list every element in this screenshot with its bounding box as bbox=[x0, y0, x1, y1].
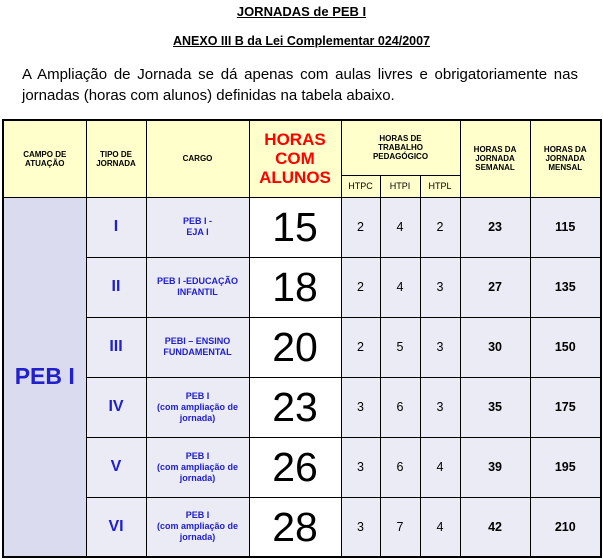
htpi-cell: 6 bbox=[380, 377, 420, 437]
header-horas-com-alunos: HORAS COM ALUNOS bbox=[249, 120, 341, 197]
horas-com-alunos-cell: 15 bbox=[249, 197, 341, 257]
header-htpi: HTPI bbox=[380, 175, 420, 197]
horas-com-alunos-cell: 20 bbox=[249, 317, 341, 377]
cargo-cell: PEB I (com ampliação de jornada) bbox=[146, 437, 249, 497]
semanal-cell: 23 bbox=[460, 197, 530, 257]
htpc-cell: 3 bbox=[341, 437, 380, 497]
htpl-cell: 4 bbox=[420, 497, 460, 557]
table-header bbox=[3, 120, 601, 197]
semanal-cell: 27 bbox=[460, 257, 530, 317]
htpi-cell: 6 bbox=[380, 437, 420, 497]
htpi-cell: 7 bbox=[380, 497, 420, 557]
mensal-cell: 115 bbox=[530, 197, 601, 257]
cargo-cell: PEB I - EJA I bbox=[146, 197, 249, 257]
htpl-cell: 4 bbox=[420, 437, 460, 497]
htpl-cell: 3 bbox=[420, 317, 460, 377]
table-body bbox=[3, 197, 601, 557]
cargo-cell: PEB I (com ampliação de jornada) bbox=[146, 377, 249, 437]
header-campo: CAMPO DE ATUAÇÃO bbox=[3, 120, 86, 197]
table-row bbox=[3, 317, 601, 377]
tipo-cell: III bbox=[86, 317, 146, 377]
htpc-cell: 2 bbox=[341, 257, 380, 317]
header-mensal: HORAS DA JORNADA MENSAL bbox=[530, 120, 601, 197]
intro-paragraph: A Ampliação de Jornada se dá apenas com aulas livres e obrigatoriamente nas jornadas (horas com alunos) definidas na tabela abaixo. bbox=[22, 66, 578, 104]
cargo-cell: PEBI – ENSINO FUNDAMENTAL bbox=[146, 317, 249, 377]
table-row bbox=[3, 257, 601, 317]
htpl-cell: 2 bbox=[420, 197, 460, 257]
table-row bbox=[3, 437, 601, 497]
table-row bbox=[3, 377, 601, 437]
mensal-cell: 175 bbox=[530, 377, 601, 437]
table-row bbox=[3, 497, 601, 557]
header-semanal: HORAS DA JORNADA SEMANAL bbox=[460, 120, 530, 197]
tipo-cell: II bbox=[86, 257, 146, 317]
semanal-cell: 39 bbox=[460, 437, 530, 497]
htpi-cell: 4 bbox=[380, 197, 420, 257]
horas-com-alunos-cell: 26 bbox=[249, 437, 341, 497]
header-htpc: HTPC bbox=[341, 175, 380, 197]
jornadas-table bbox=[2, 119, 602, 558]
horas-com-alunos-cell: 28 bbox=[249, 497, 341, 557]
tipo-cell: I bbox=[86, 197, 146, 257]
page-subtitle: ANEXO III B da Lei Complementar 024/2007 bbox=[172, 34, 431, 48]
header-htpl: HTPL bbox=[420, 175, 460, 197]
htpl-cell: 3 bbox=[420, 377, 460, 437]
tipo-cell: V bbox=[86, 437, 146, 497]
htpc-cell: 3 bbox=[341, 497, 380, 557]
mensal-cell: 210 bbox=[530, 497, 601, 557]
mensal-cell: 195 bbox=[530, 437, 601, 497]
horas-com-alunos-cell: 23 bbox=[249, 377, 341, 437]
header-tipo: TIPO DE JORNADA bbox=[86, 120, 146, 197]
semanal-cell: 35 bbox=[460, 377, 530, 437]
htpc-cell: 3 bbox=[341, 377, 380, 437]
htpi-cell: 5 bbox=[380, 317, 420, 377]
campo-atuacao-cell: PEB I bbox=[3, 197, 86, 557]
page-title: JORNADAS de PEB I bbox=[236, 4, 367, 19]
tipo-cell: IV bbox=[86, 377, 146, 437]
htpi-cell: 4 bbox=[380, 257, 420, 317]
tipo-cell: VI bbox=[86, 497, 146, 557]
table-row bbox=[3, 197, 601, 257]
mensal-cell: 150 bbox=[530, 317, 601, 377]
header-cargo: CARGO bbox=[146, 120, 249, 197]
horas-com-alunos-cell: 18 bbox=[249, 257, 341, 317]
cargo-cell: PEB I (com ampliação de jornada) bbox=[146, 497, 249, 557]
cargo-cell: PEB I -EDUCAÇÃO INFANTIL bbox=[146, 257, 249, 317]
semanal-cell: 30 bbox=[460, 317, 530, 377]
htpc-cell: 2 bbox=[341, 317, 380, 377]
header-trabalho-pedagogico: HORAS DE TRABALHO PEDAGÓGICO bbox=[341, 120, 460, 175]
htpc-cell: 2 bbox=[341, 197, 380, 257]
mensal-cell: 135 bbox=[530, 257, 601, 317]
semanal-cell: 42 bbox=[460, 497, 530, 557]
htpl-cell: 3 bbox=[420, 257, 460, 317]
